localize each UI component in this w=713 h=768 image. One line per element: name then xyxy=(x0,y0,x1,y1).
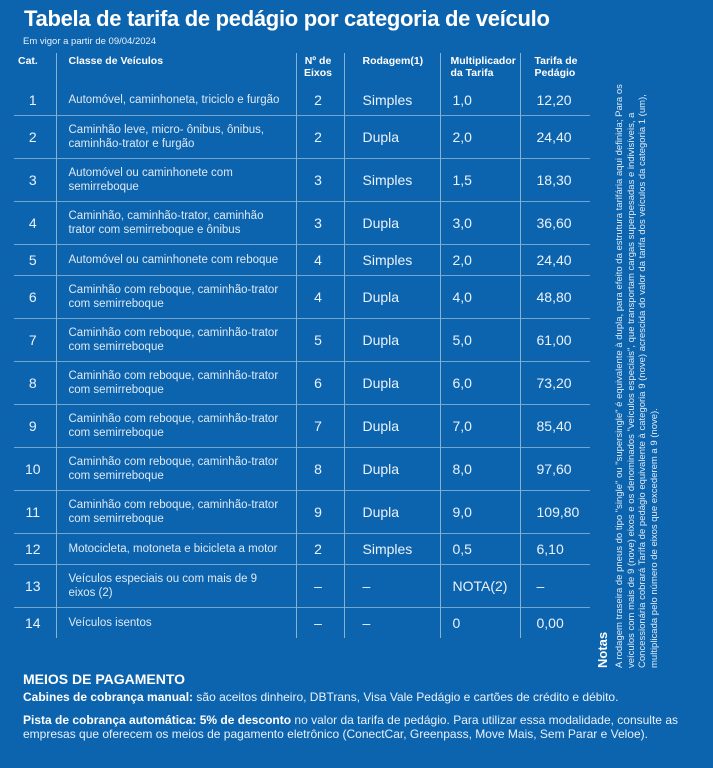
table-row xyxy=(14,448,590,491)
cell-rodagem: – xyxy=(344,565,440,608)
cell-eixos: 7 xyxy=(296,405,344,448)
table-row xyxy=(14,491,590,534)
cell-tarifa: 36,60 xyxy=(536,215,572,232)
manual-payment-label: Cabines de cobrança manual: xyxy=(23,690,194,704)
table-row xyxy=(14,159,590,202)
cell-cat: 5 xyxy=(14,245,56,276)
table-row xyxy=(14,245,590,276)
cell-cat: 8 xyxy=(14,362,56,405)
table-header-row xyxy=(14,53,590,85)
cell-tarifa: 85,40 xyxy=(536,418,572,435)
cell-cat: 3 xyxy=(14,159,56,202)
cell-multiplicador: 1,5 xyxy=(440,159,520,202)
effective-date: Em vigor a partir de 09/04/2024 xyxy=(23,36,157,47)
col-header-cat: Cat. xyxy=(14,53,56,85)
cell-classe: Caminhão, caminhão-trator, caminhão trator com semirreboque e ônibus xyxy=(56,202,296,245)
cell-classe: Caminhão com reboque, caminhão-trator com semirreboque xyxy=(56,276,296,319)
cell-classe: Veículos isentos xyxy=(56,608,296,639)
table-row xyxy=(14,116,590,159)
cell-rodagem: Dupla xyxy=(344,448,440,491)
cell-tarifa: 48,80 xyxy=(536,289,572,306)
cell-classe: Caminhão com reboque, caminhão-trator com semirreboque xyxy=(56,448,296,491)
table-row xyxy=(14,276,590,319)
cell-rodagem: Dupla xyxy=(344,405,440,448)
cell-classe: Automóvel ou caminhonete com reboque xyxy=(56,245,296,276)
cell-cat: 9 xyxy=(14,405,56,448)
cell-rodagem: Simples xyxy=(344,85,440,116)
automatic-payment-label: Pista de cobrança automática: 5% de desconto xyxy=(23,713,292,728)
cell-classe: Caminhão com reboque, caminhão-trator com semirreboque xyxy=(56,405,296,448)
payment-section xyxy=(23,671,708,750)
cell-multiplicador: 3,0 xyxy=(440,202,520,245)
cell-rodagem: Dupla xyxy=(344,491,440,534)
note-line: veículos com mais de 9 (nove) eixos e os denominados "veículos especiais", que transportam cargas superpesadas e indivisíveis, a xyxy=(625,112,637,668)
cell-classe: Automóvel ou caminhonete com semirreboque xyxy=(56,159,296,202)
cell-eixos: – xyxy=(296,608,344,639)
table-row xyxy=(14,405,590,448)
cell-rodagem: Dupla xyxy=(344,319,440,362)
cell-tarifa: 24,40 xyxy=(536,252,572,269)
cell-eixos: 2 xyxy=(296,534,344,565)
table-row xyxy=(14,608,590,639)
cell-tarifa: 61,00 xyxy=(536,332,572,349)
cell-eixos: 8 xyxy=(296,448,344,491)
cell-tarifa: 12,20 xyxy=(536,92,572,109)
cell-cat: 2 xyxy=(14,116,56,159)
page-title: Tabela de tarifa de pedágio por categoria de veículo xyxy=(24,6,550,31)
cell-tarifa: 6,10 xyxy=(536,541,564,558)
tariff-table xyxy=(14,53,590,638)
cell-classe: Automóvel, caminhoneta, triciclo e furgão xyxy=(56,85,296,116)
cell-cat: 4 xyxy=(14,202,56,245)
cell-tarifa: 18,30 xyxy=(536,172,572,189)
cell-cat: 10 xyxy=(14,448,56,491)
cell-tarifa: 97,60 xyxy=(536,461,572,478)
cell-multiplicador: 8,0 xyxy=(440,448,520,491)
notes-heading: Notas xyxy=(595,631,610,668)
cell-eixos: 6 xyxy=(296,362,344,405)
cell-cat: 14 xyxy=(14,608,56,639)
cell-cat: 13 xyxy=(14,565,56,608)
cell-multiplicador: 9,0 xyxy=(440,491,520,534)
cell-multiplicador: 6,0 xyxy=(440,362,520,405)
cell-cat: 12 xyxy=(14,534,56,565)
cell-classe: Caminhão com reboque, caminhão-trator com semirreboque xyxy=(56,491,296,534)
cell-rodagem: Dupla xyxy=(344,362,440,405)
col-header-multiplicador: Multiplicador da Tarifa xyxy=(440,53,520,85)
col-header-tarifa: Tarifa de Pedágio xyxy=(534,55,578,80)
cell-multiplicador: NOTA(2) xyxy=(440,565,520,608)
cell-classe: Motocicleta, motoneta e bicicleta a motor xyxy=(56,534,296,565)
cell-cat: 1 xyxy=(14,85,56,116)
cell-tarifa: 73,20 xyxy=(536,375,572,392)
notes-sidebar xyxy=(595,8,669,668)
cell-eixos: 4 xyxy=(296,245,344,276)
cell-eixos: 3 xyxy=(296,159,344,202)
note-line: Concessionária cobrará Tarifa de pedágio equivalente à categoria 9 (nove) acrescida do valor da tarifa dos veículos da categoria 1 (um), xyxy=(637,94,648,668)
automatic-payment-text: no valor da tarifa de pedágio. Para utilizar essa modalidade, consulte as empresas que oferecem os meios de pagamento eletrônico (ConectCar, Greenpass, Move Mais, Sem Parar e Veloe). xyxy=(23,713,678,742)
cell-rodagem: Simples xyxy=(344,534,440,565)
cell-multiplicador: 1,0 xyxy=(440,85,520,116)
cell-eixos: – xyxy=(296,565,344,608)
cell-tarifa: 109,80 xyxy=(536,504,580,521)
cell-classe: Caminhão leve, micro- ônibus, ônibus, caminhão-trator e furgão xyxy=(56,116,296,159)
col-header-classe: Classe de Veículos xyxy=(56,53,296,85)
cell-cat: 6 xyxy=(14,276,56,319)
cell-classe: Caminhão com reboque, caminhão-trator com semirreboque xyxy=(56,362,296,405)
cell-multiplicador: 7,0 xyxy=(440,405,520,448)
note-line: A rodagem traseira de pneus do tipo "single" ou "supersingle" é equivalente à dupla, para efeito da estrutura tarifária aqui definida; Para os xyxy=(614,84,625,668)
cell-tarifa: – xyxy=(536,578,545,595)
cell-multiplicador: 2,0 xyxy=(440,245,520,276)
manual-payment-text: são aceitos dinheiro, DBTrans, Visa Vale Pedágio e cartões de crédito e débito. xyxy=(196,690,619,704)
automatic-payment-info xyxy=(23,713,708,741)
col-header-rodagem: Rodagem(1) xyxy=(344,53,440,85)
table-row xyxy=(14,362,590,405)
table-row xyxy=(14,202,590,245)
table-row xyxy=(14,565,590,608)
cell-rodagem: Simples xyxy=(344,159,440,202)
cell-multiplicador: 2,0 xyxy=(440,116,520,159)
cell-eixos: 3 xyxy=(296,202,344,245)
cell-cat: 11 xyxy=(14,491,56,534)
cell-tarifa: 0,00 xyxy=(536,615,564,632)
cell-rodagem: – xyxy=(344,608,440,639)
cell-rodagem: Simples xyxy=(344,245,440,276)
cell-eixos: 9 xyxy=(296,491,344,534)
manual-payment-info xyxy=(23,690,708,704)
cell-eixos: 2 xyxy=(296,116,344,159)
cell-multiplicador: 4,0 xyxy=(440,276,520,319)
table-row xyxy=(14,85,590,116)
cell-classe: Veículos especiais ou com mais de 9 eixos (2) xyxy=(56,565,296,608)
cell-rodagem: Dupla xyxy=(344,202,440,245)
cell-cat: 7 xyxy=(14,319,56,362)
cell-tarifa: 24,40 xyxy=(536,129,572,146)
note-line: multiplicada pelo número de eixos que excederem a 9 (nove). xyxy=(648,408,660,668)
table-row xyxy=(14,319,590,362)
cell-eixos: 2 xyxy=(296,85,344,116)
cell-eixos: 5 xyxy=(296,319,344,362)
cell-rodagem: Dupla xyxy=(344,116,440,159)
table-row xyxy=(14,534,590,565)
cell-multiplicador: 0,5 xyxy=(440,534,520,565)
cell-multiplicador: 5,0 xyxy=(440,319,520,362)
cell-eixos: 4 xyxy=(296,276,344,319)
payment-heading: MEIOS DE PAGAMENTO xyxy=(23,671,186,687)
cell-classe: Caminhão com reboque, caminhão-trator com semirreboque xyxy=(56,319,296,362)
cell-rodagem: Dupla xyxy=(344,276,440,319)
cell-multiplicador: 0 xyxy=(440,608,520,639)
col-header-eixos: Nº de Eixos xyxy=(296,53,344,85)
